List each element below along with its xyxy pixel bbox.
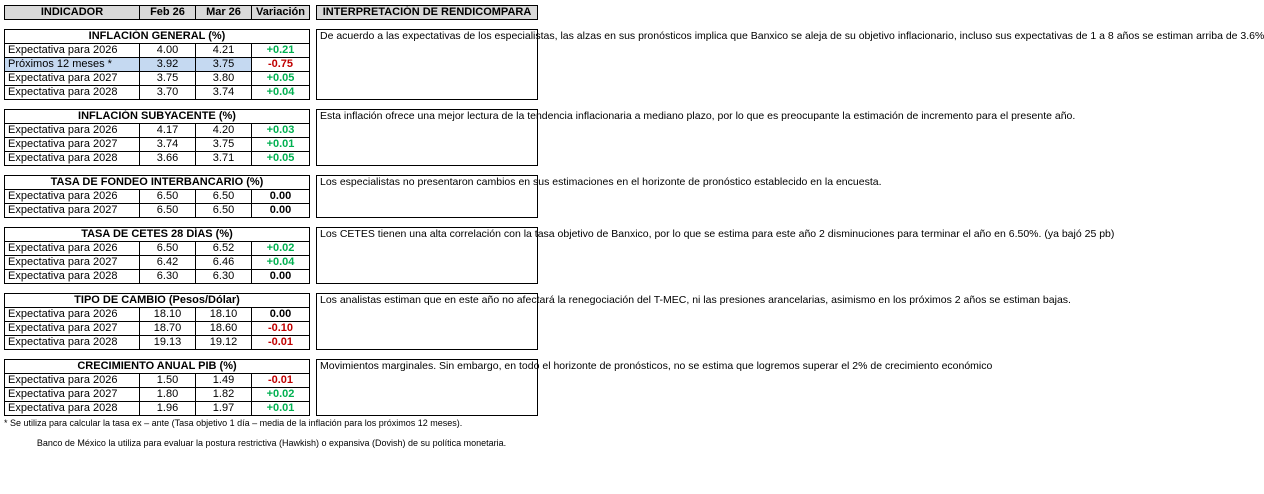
row-label: Expectativa para 2028 — [5, 402, 140, 416]
section-title: INFLACIÓN GENERAL (%) — [5, 30, 310, 44]
gap-cell — [310, 350, 317, 360]
gap-cell — [5, 100, 140, 110]
value-feb: 18.70 — [140, 322, 196, 336]
gap-cell — [140, 350, 196, 360]
gap-cell — [5, 166, 140, 176]
footnote-2: Banco de México la utiliza para evaluar la postura restrictiva (Hawkish) o expansiva (Dovish) de su política monetaria. — [36, 438, 507, 448]
gap-cell — [196, 100, 252, 110]
value-variation: +0.02 — [252, 388, 310, 402]
section-gap — [5, 166, 538, 176]
spacer — [310, 110, 317, 166]
footnotes — [4, 418, 539, 448]
row-label: Expectativa para 2026 — [5, 124, 140, 138]
gap-cell — [140, 100, 196, 110]
row-label: Expectativa para 2026 — [5, 190, 140, 204]
gap-cell — [196, 284, 252, 294]
section-gap — [5, 218, 538, 228]
section-interpretation: Movimientos marginales. Sin embargo, en todo el horizonte de pronósticos, no se estima que logremos superar el 2% de crecimiento económico — [317, 360, 538, 416]
section-title: TASA DE FONDEO INTERBANCARIO (%) — [5, 176, 310, 190]
row-label: Expectativa para 2028 — [5, 86, 140, 100]
value-feb: 19.13 — [140, 336, 196, 350]
gap-cell — [140, 284, 196, 294]
header-mar: Mar 26 — [196, 6, 252, 20]
gap-cell — [140, 218, 196, 228]
row-label: Expectativa para 2027 — [5, 72, 140, 86]
value-feb: 3.92 — [140, 58, 196, 72]
gap-cell — [310, 166, 317, 176]
value-mar: 6.50 — [196, 204, 252, 218]
section-title-row — [5, 360, 538, 374]
value-feb: 3.70 — [140, 86, 196, 100]
gap-cell — [310, 218, 317, 228]
section-interpretation: Los especialistas no presentaron cambios en sus estimaciones en el horizonte de pronóstico establecido en la encuesta. — [317, 176, 538, 218]
value-mar: 3.75 — [196, 58, 252, 72]
value-mar: 1.49 — [196, 374, 252, 388]
spacer — [310, 30, 317, 100]
value-variation: -0.01 — [252, 336, 310, 350]
value-feb: 4.00 — [140, 44, 196, 58]
value-variation: +0.01 — [252, 138, 310, 152]
value-feb: 1.80 — [140, 388, 196, 402]
header-variation: Variación — [252, 6, 310, 20]
gap-cell — [317, 350, 538, 360]
value-feb: 3.74 — [140, 138, 196, 152]
value-variation: -0.01 — [252, 374, 310, 388]
header-indicator: INDICADOR — [5, 6, 140, 20]
value-variation: -0.75 — [252, 58, 310, 72]
gap-cell — [196, 20, 252, 30]
gap-cell — [5, 20, 140, 30]
value-variation: +0.04 — [252, 256, 310, 270]
value-feb: 3.66 — [140, 152, 196, 166]
value-mar: 1.82 — [196, 388, 252, 402]
value-mar: 6.52 — [196, 242, 252, 256]
expectations-table — [4, 5, 1264, 416]
section-title-row — [5, 294, 538, 308]
value-variation: +0.04 — [252, 86, 310, 100]
value-feb: 3.75 — [140, 72, 196, 86]
value-feb: 6.50 — [140, 190, 196, 204]
value-feb: 18.10 — [140, 308, 196, 322]
value-feb: 6.30 — [140, 270, 196, 284]
row-label: Expectativa para 2026 — [5, 242, 140, 256]
gap-cell — [252, 218, 310, 228]
gap-cell — [5, 350, 140, 360]
section-title-row — [5, 176, 538, 190]
gap-cell — [252, 100, 310, 110]
row-label: Expectativa para 2028 — [5, 336, 140, 350]
gap-cell — [5, 218, 140, 228]
value-mar: 1.97 — [196, 402, 252, 416]
value-feb: 6.42 — [140, 256, 196, 270]
page — [4, 5, 1264, 448]
value-variation: +0.21 — [252, 44, 310, 58]
row-label: Expectativa para 2026 — [5, 308, 140, 322]
gap-cell — [317, 100, 538, 110]
section-title: CRECIMIENTO ANUAL PIB (%) — [5, 360, 310, 374]
value-variation: +0.03 — [252, 124, 310, 138]
gap-cell — [317, 218, 538, 228]
value-mar: 4.21 — [196, 44, 252, 58]
value-mar: 18.10 — [196, 308, 252, 322]
row-label: Expectativa para 2026 — [5, 44, 140, 58]
gap-cell — [140, 166, 196, 176]
section-title: TIPO DE CAMBIO (Pesos/Dólar) — [5, 294, 310, 308]
row-label: Expectativa para 2026 — [5, 374, 140, 388]
row-label: Expectativa para 2028 — [5, 270, 140, 284]
gap-cell — [252, 20, 310, 30]
value-feb: 6.50 — [140, 242, 196, 256]
gap-cell — [196, 218, 252, 228]
value-feb: 1.50 — [140, 374, 196, 388]
value-variation: 0.00 — [252, 190, 310, 204]
row-label: Próximos 12 meses * — [5, 58, 140, 72]
spacer — [310, 228, 317, 284]
gap-cell — [196, 166, 252, 176]
gap-cell — [140, 20, 196, 30]
value-variation: -0.10 — [252, 322, 310, 336]
value-mar: 6.50 — [196, 190, 252, 204]
spacer — [310, 360, 317, 416]
section-interpretation: Los CETES tienen una alta correlación con la tasa objetivo de Banxico, por lo que se estima para este año 2 disminuciones para terminar el año en 6.50%. (ya bajó 25 pb) — [317, 228, 538, 284]
gap-cell — [310, 100, 317, 110]
spacer — [310, 176, 317, 218]
gap-cell — [252, 284, 310, 294]
value-mar: 3.80 — [196, 72, 252, 86]
section-gap — [5, 100, 538, 110]
value-variation: 0.00 — [252, 204, 310, 218]
value-mar: 4.20 — [196, 124, 252, 138]
gap-cell — [317, 20, 538, 30]
value-mar: 18.60 — [196, 322, 252, 336]
spacer — [310, 294, 317, 350]
value-mar: 3.74 — [196, 86, 252, 100]
row-label: Expectativa para 2027 — [5, 256, 140, 270]
row-label: Expectativa para 2027 — [5, 388, 140, 402]
section-title-row — [5, 30, 538, 44]
row-label: Expectativa para 2027 — [5, 322, 140, 336]
section-title-row — [5, 110, 538, 124]
gap-cell — [317, 166, 538, 176]
value-mar: 6.46 — [196, 256, 252, 270]
header-row — [5, 6, 538, 20]
value-mar: 3.75 — [196, 138, 252, 152]
section-gap — [5, 350, 538, 360]
section-interpretation: Los analistas estiman que en este año no afectará la renegociación del T-MEC, ni las presiones arancelarias, asimismo en los próximos 2 años se estiman bajas. — [317, 294, 538, 350]
value-feb: 4.17 — [140, 124, 196, 138]
value-mar: 6.30 — [196, 270, 252, 284]
spacer — [310, 6, 317, 20]
value-variation: +0.01 — [252, 402, 310, 416]
value-feb: 6.50 — [140, 204, 196, 218]
value-variation: 0.00 — [252, 308, 310, 322]
section-gap — [5, 20, 538, 30]
section-title-row — [5, 228, 538, 242]
gap-cell — [310, 284, 317, 294]
gap-cell — [196, 350, 252, 360]
section-interpretation: Esta inflación ofrece una mejor lectura de la tendencia inflacionaria a mediano plazo, por lo que es preocupante la estimación de incremento para el presente año. — [317, 110, 538, 166]
section-interpretation: De acuerdo a las expectativas de los especialistas, las alzas en sus pronósticos implica que Banxico se aleja de su objetivo inflacionario, incluso sus expectativas de 1 a 8 años se estiman arriba de 3.6% — [317, 30, 538, 100]
row-label: Expectativa para 2028 — [5, 152, 140, 166]
gap-cell — [5, 284, 140, 294]
value-feb: 1.96 — [140, 402, 196, 416]
section-title: TASA DE CETES 28 DÍAS (%) — [5, 228, 310, 242]
row-label: Expectativa para 2027 — [5, 138, 140, 152]
header-feb: Feb 26 — [140, 6, 196, 20]
value-variation: +0.05 — [252, 72, 310, 86]
gap-cell — [317, 284, 538, 294]
header-interpretation: INTERPRETACIÓN DE RENDICOMPARA — [317, 6, 538, 20]
value-variation: 0.00 — [252, 270, 310, 284]
row-label: Expectativa para 2027 — [5, 204, 140, 218]
value-variation: +0.02 — [252, 242, 310, 256]
section-title: INFLACIÓN SUBYACENTE (%) — [5, 110, 310, 124]
footnote-1: * Se utiliza para calcular la tasa ex – ante (Tasa objetivo 1 día – media de la inflación para los próximos 12 meses). — [4, 418, 463, 428]
gap-cell — [252, 350, 310, 360]
value-mar: 19.12 — [196, 336, 252, 350]
value-variation: +0.05 — [252, 152, 310, 166]
gap-cell — [252, 166, 310, 176]
value-mar: 3.71 — [196, 152, 252, 166]
section-gap — [5, 284, 538, 294]
gap-cell — [310, 20, 317, 30]
